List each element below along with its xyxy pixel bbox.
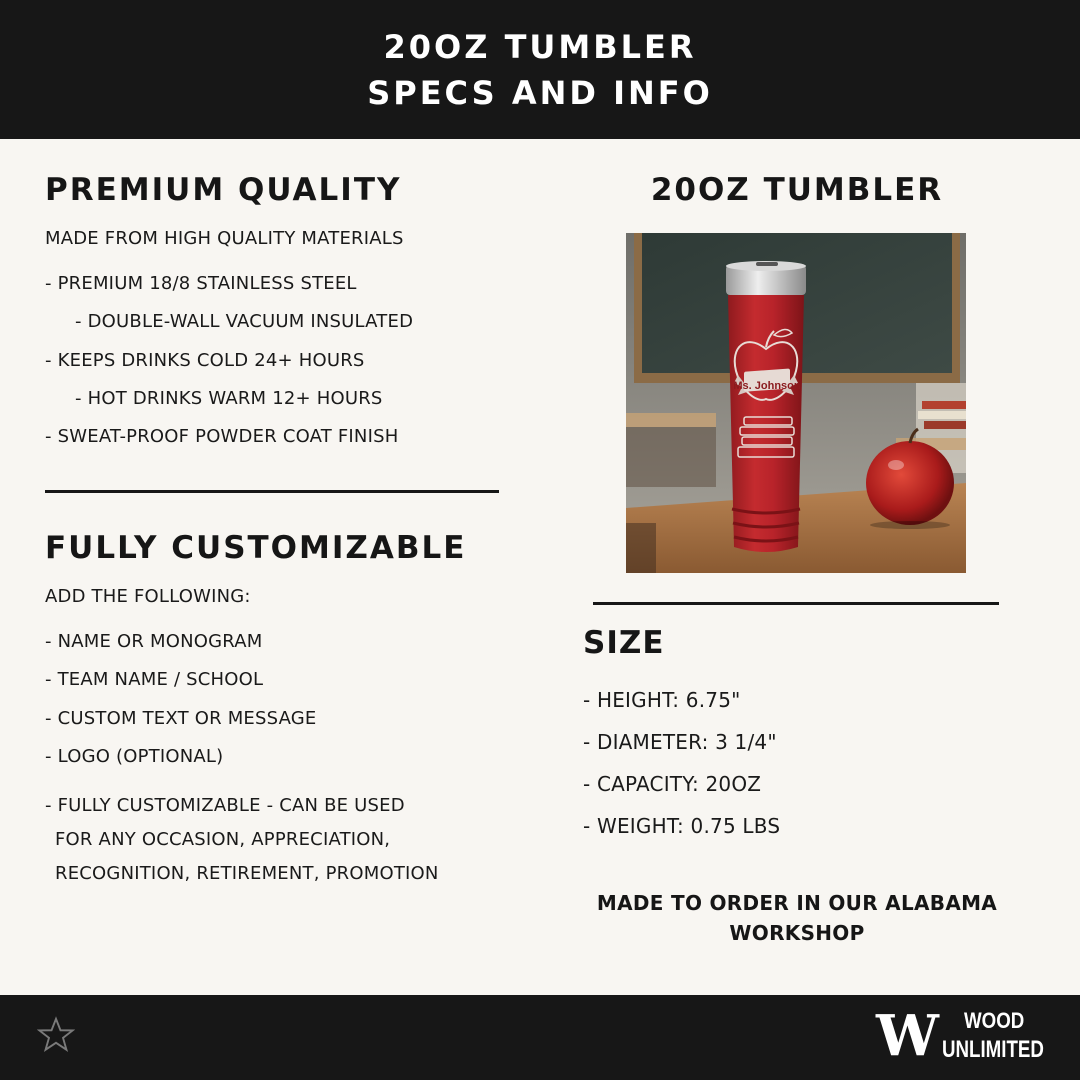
footer-banner bbox=[0, 995, 1080, 1080]
product-photo bbox=[626, 233, 966, 573]
size-item: - WEIGHT: 0.75 LBS bbox=[583, 814, 781, 838]
premium-item: - KEEPS DRINKS COLD 24+ HOURS bbox=[45, 350, 365, 371]
fully-customizable-heading: FULLY CUSTOMIZABLE bbox=[45, 530, 467, 566]
header-title-line-1: 20OZ TUMBLER bbox=[383, 27, 697, 66]
wood-unlimited-logo bbox=[876, 1005, 1056, 1070]
customizable-note-line: FOR ANY OCCASION, APPRECIATION, bbox=[55, 829, 391, 850]
logo-word-unlimited: UNLIMITED bbox=[942, 1036, 1044, 1063]
customizable-subtitle: ADD THE FOLLOWING: bbox=[45, 586, 251, 607]
premium-quality-heading: PREMIUM QUALITY bbox=[45, 172, 402, 208]
premium-item: - PREMIUM 18/8 STAINLESS STEEL bbox=[45, 273, 357, 294]
customizable-note-line: - FULLY CUSTOMIZABLE - CAN BE USED bbox=[45, 795, 405, 816]
customizable-item: - CUSTOM TEXT OR MESSAGE bbox=[45, 708, 317, 729]
size-item: - DIAMETER: 3 1/4" bbox=[583, 730, 777, 754]
right-divider bbox=[593, 602, 999, 605]
left-divider bbox=[45, 490, 499, 493]
customizable-item: - LOGO (OPTIONAL) bbox=[45, 746, 224, 767]
size-item: - CAPACITY: 20OZ bbox=[583, 772, 762, 796]
star-outline-icon bbox=[37, 1016, 75, 1054]
customizable-item: - NAME OR MONOGRAM bbox=[45, 631, 263, 652]
header-title-line-2: SPECS AND INFO bbox=[367, 73, 713, 112]
logo-w-mark: W bbox=[876, 1003, 923, 1069]
logo-word-wood: WOOD bbox=[964, 1008, 1025, 1033]
product-heading: 20OZ TUMBLER bbox=[650, 172, 944, 208]
size-item: - HEIGHT: 6.75" bbox=[583, 688, 741, 712]
size-heading: SIZE bbox=[583, 625, 665, 661]
engraving-name-text: Ms. Johnson bbox=[733, 380, 801, 392]
made-to-order-line-1: MADE TO ORDER IN OUR ALABAMA bbox=[596, 891, 998, 915]
customizable-item: - TEAM NAME / SCHOOL bbox=[45, 669, 264, 690]
premium-item: - HOT DRINKS WARM 12+ HOURS bbox=[75, 388, 383, 409]
premium-quality-subtitle: MADE FROM HIGH QUALITY MATERIALS bbox=[45, 228, 404, 249]
customizable-note-line: RECOGNITION, RETIREMENT, PROMOTION bbox=[55, 863, 439, 884]
premium-item: - DOUBLE-WALL VACUUM INSULATED bbox=[75, 311, 414, 332]
made-to-order-line-2: WORKSHOP bbox=[729, 921, 865, 945]
header-banner bbox=[0, 0, 1080, 139]
premium-item: - SWEAT-PROOF POWDER COAT FINISH bbox=[45, 426, 399, 447]
